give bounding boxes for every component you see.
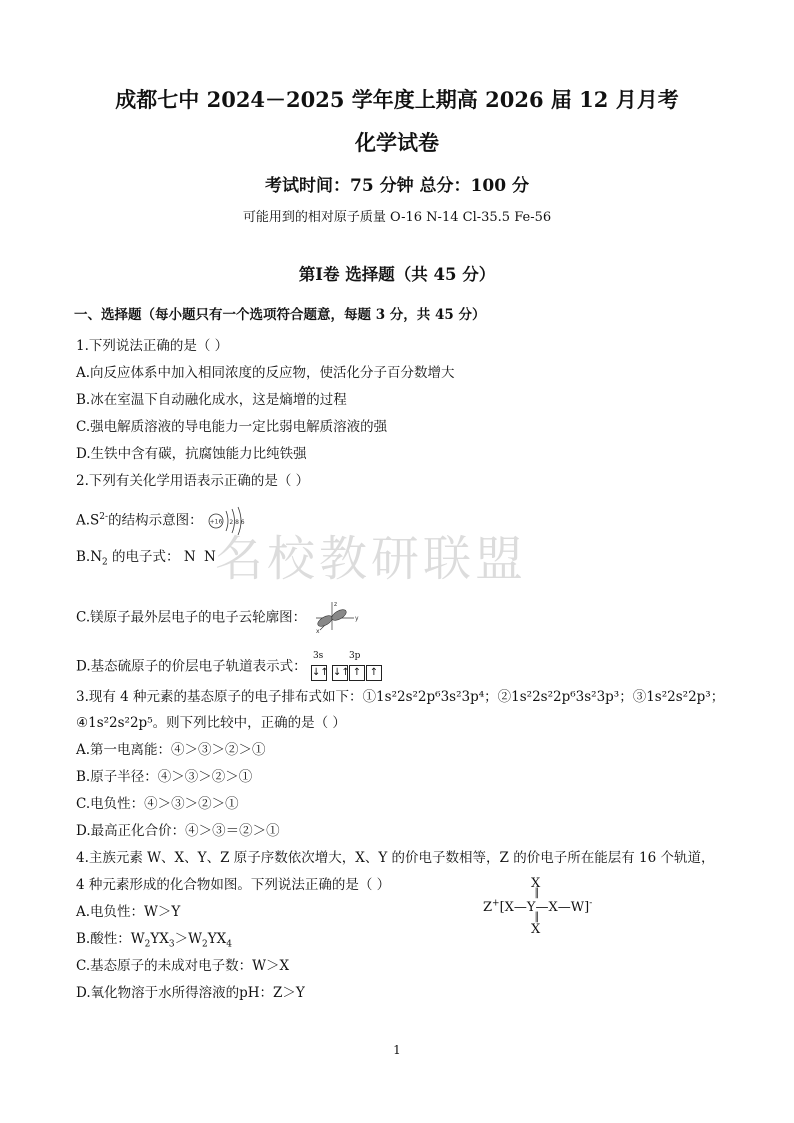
q3-option-c: C.电负性：④＞③＞②＞① [76,796,239,812]
q2-option-c: C.镁原子最外层电子的电子云轮廓图： z y x [76,601,359,635]
electron-formula: N N [183,549,218,565]
document-title: 成都七中 2024－2025 学年度上期高 2026 届 12 月月考 [115,87,679,112]
q4-structure-diagram: X ║ Z+[X—Y—X—W]- ║ X [483,876,593,937]
q4-option-d: D.氧化物溶于水所得溶液的pH：Z＞Y [76,985,305,1001]
q1-option-d: D.生铁中含有碳，抗腐蚀能力比纯铁强 [76,446,307,462]
exam-info: 考试时间：75 分钟 总分：100 分 [265,176,529,196]
electron-cloud-diagram [310,600,360,636]
watermark: 名校教研联盟 [215,531,528,587]
orbital-box: ↑ [366,665,382,681]
atom-structure-diagram [207,506,253,536]
q2-stem: 2.下列有关化学用语表示正确的是（ ） [76,473,310,489]
q4-option-a: A.电负性：W＞Y [76,904,181,920]
q2-option-d: D.基态硫原子的价层电子轨道表示式： 3s 3p ↓↑ ↓↑ ↑ ↑ [76,652,383,682]
q4-option-b: B.酸性：$W_2YX_3>W_2YX_4$ [76,931,232,950]
q2-option-b: $B.N_2$ 的电子式： N N [76,549,218,568]
q1-option-c: C.强电解质溶液的导电能力一定比弱电解质溶液的强 [76,419,388,435]
svg-text:2 8 6: 2 8 6 [229,519,245,526]
orbital-box: ↑ [349,665,365,681]
q1-stem: 1.下列说法正确的是（ ） [76,338,229,354]
q1-option-a: A.向反应体系中加入相同浓度的反应物，使活化分子百分数增大 [76,365,455,381]
q2-option-a: $A.S^{2-}$的结构示意图： +16 2 8 6 [76,506,253,536]
orbital-box: ↓↑ [311,665,327,681]
page-number: 1 [393,1043,401,1057]
q3-option-b: B.原子半径：④＞③＞②＞① [76,769,253,785]
q3-line1: 3.现有 4 种元素的基态原子的电子排布式如下：①1s²2s²2p⁶3s²3p⁴；②1s²2s²2p⁶3s²3p³；③1s²2s²2p³； [76,689,725,705]
q3-option-d: D.最高正化合价：④＞③＝②＞① [76,823,280,839]
q4-option-c: C.基态原子的未成对电子数：W＞X [76,958,290,974]
section-heading: 一、选择题（每小题只有一个选项符合题意，每题 3 分，共 45 分） [74,307,486,323]
svg-text:y: y [355,615,359,622]
q3-option-a: A.第一电离能：④＞③＞②＞① [76,742,266,758]
subject-title: 化学试卷 [355,130,439,155]
q4-line1: 4.主族元素 W、X、Y、Z 原子序数依次增大，X、Y 的价电子数相等，Z 的价电子所在能层有 16 个轨道， [76,850,715,866]
part-title: 第Ⅰ卷 选择题（共 45 分） [298,265,496,284]
q4-line2: 4 种元素形成的化合物如图。下列说法正确的是（ ） [76,877,391,893]
svg-text:x: x [316,628,320,635]
orbital-box: ↓↑ [332,665,348,681]
atomic-masses: 可能用到的相对原子质量 O-16 N-14 Cl-35.5 Fe-56 [242,210,552,225]
q1-option-b: B.冰在室温下自动融化成水，这是熵增的过程 [76,392,347,408]
q3-line2: ④1s²2s²2p⁵。则下列比较中，正确的是（ ） [76,715,346,731]
svg-text:z: z [334,601,338,608]
svg-text:+16: +16 [209,518,223,526]
